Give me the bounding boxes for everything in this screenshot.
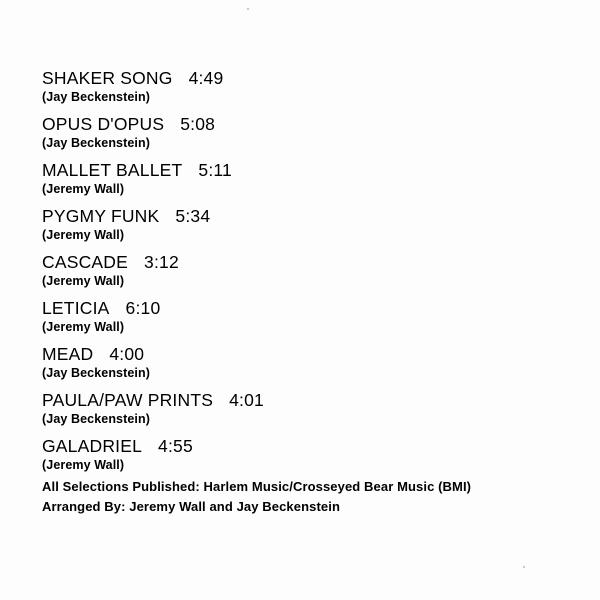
track-duration: 5:11 (198, 160, 232, 180)
track-item (42, 206, 562, 243)
track-composer: (Jeremy Wall) (42, 182, 125, 196)
paper-speck (523, 566, 525, 568)
track-heading (42, 206, 562, 227)
track-item (42, 298, 562, 335)
track-item (42, 344, 562, 381)
track-composer: (Jay Beckenstein) (42, 90, 150, 104)
publishing-credit: All Selections Published: Harlem Music/Crosseyed Bear Music (BMI) (42, 479, 472, 494)
track-heading (42, 160, 562, 181)
track-composer: (Jay Beckenstein) (42, 136, 150, 150)
track-composer: (Jeremy Wall) (42, 274, 125, 288)
track-duration: 5:34 (175, 206, 211, 226)
track-item (42, 114, 562, 151)
track-title: MEAD (42, 344, 94, 364)
track-heading (42, 344, 562, 365)
track-title: MALLET BALLET (42, 160, 183, 180)
arranged-credit: Arranged By: Jeremy Wall and Jay Beckenstein (42, 499, 340, 515)
track-duration: 4:00 (109, 344, 145, 364)
track-heading (42, 252, 562, 273)
track-item (42, 390, 562, 427)
track-heading (42, 298, 562, 319)
track-composer: (Jay Beckenstein) (42, 412, 150, 426)
track-item (42, 436, 562, 473)
track-title: LETICIA (42, 298, 110, 318)
track-title: PYGMY FUNK (42, 206, 160, 226)
track-duration: 4:01 (229, 390, 264, 410)
credits-block (42, 477, 562, 517)
track-composer: (Jeremy Wall) (42, 228, 125, 242)
track-heading (42, 114, 562, 135)
track-heading (42, 68, 562, 89)
track-item (42, 252, 562, 289)
track-duration: 5:08 (180, 114, 216, 134)
track-duration: 4:55 (158, 436, 193, 456)
paper-speck (247, 8, 249, 10)
track-title: GALADRIEL (42, 436, 143, 456)
track-item (42, 68, 562, 105)
track-duration: 3:12 (144, 252, 179, 272)
track-item (42, 160, 562, 197)
track-title: OPUS D'OPUS (42, 114, 165, 134)
track-title: SHAKER SONG (42, 68, 173, 88)
track-duration: 6:10 (125, 298, 161, 318)
track-heading (42, 436, 562, 457)
track-composer: (Jeremy Wall) (42, 458, 125, 472)
track-title: PAULA/PAW PRINTS (42, 390, 214, 410)
track-list (42, 68, 562, 482)
track-heading (42, 390, 562, 411)
track-title: CASCADE (42, 252, 129, 272)
track-composer: (Jay Beckenstein) (42, 366, 150, 380)
track-duration: 4:49 (188, 68, 224, 88)
track-composer: (Jeremy Wall) (42, 320, 125, 334)
